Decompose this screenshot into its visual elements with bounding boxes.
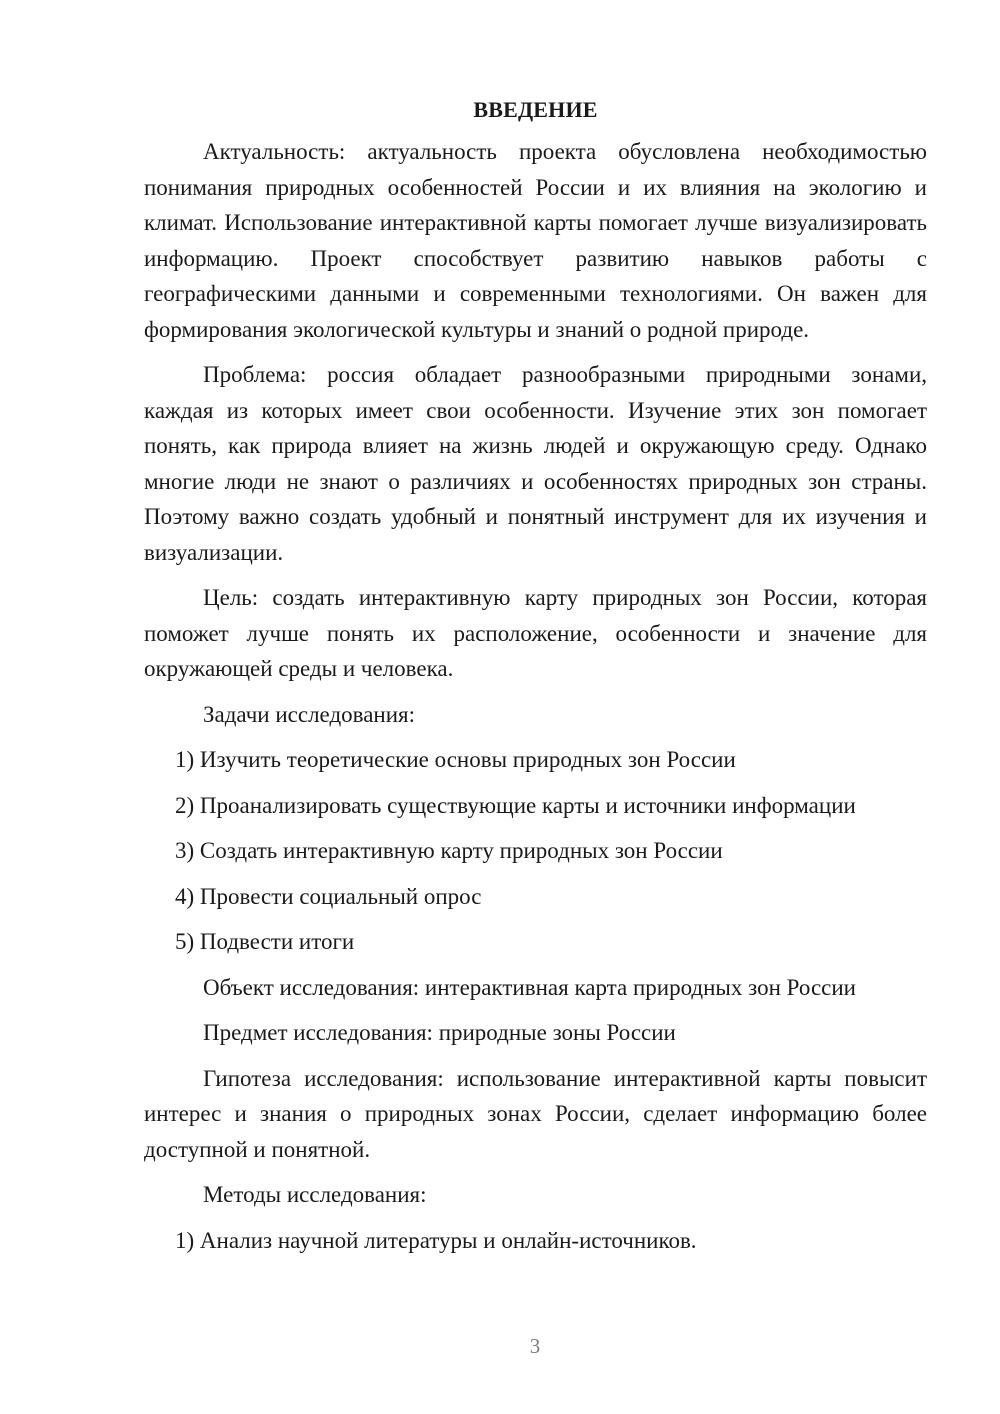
goal-paragraph: Цель: создать интерактивную карту природных зон России, которая поможет лучше понять их расположение, особенности и значение для окружающей среды и человека. <box>144 585 927 681</box>
section-title: ВВЕДЕНИЕ <box>473 97 598 122</box>
task-item-4: 4) Провести социальный опрос <box>175 883 482 909</box>
problem-paragraph: Проблема: россия обладает разнообразными природными зонами, каждая из которых имеет свои особенности. Изучение этих зон помогает понять, как природа влияет на жизнь людей и окружающую среду. Однако многие люди не знают о различиях и особенностях природных зон страны. Поэтому важно создать удобный и понятный инструмент для их изучения и визуализации. <box>144 362 927 565</box>
relevance-paragraph: Актуальность: актуальность проекта обусловлена необходимостью понимания природных особенностей России и их влияния на экологию и климат. Использование интерактивной карты помогает лучше визуализировать информацию. Проект способствует развитию навыков работы с географическими данными и современными технологиями. Он важен для формирования экологической культуры и знаний о родной природе. <box>144 139 927 342</box>
research-subject: Предмет исследования: природные зоны России <box>203 1020 676 1045</box>
task-item-5: 5) Подвести итоги <box>175 929 355 954</box>
hypothesis-paragraph: Гипотеза исследования: использование интерактивной карты повысит интерес и знания о природных зонах России, сделает информацию более доступной и понятной. <box>144 1065 927 1162</box>
tasks-heading: Задачи исследования: <box>203 701 416 727</box>
page-content <box>144 95 927 1268</box>
methods-heading: Методы исследования: <box>203 1182 427 1207</box>
task-item-3: 3) Создать интерактивную карту природных зон России <box>175 838 723 863</box>
task-item-2: 2) Проанализировать существующие карты и источники информации <box>175 792 856 818</box>
task-item-1: 1) Изучить теоретические основы природных зон России <box>175 747 736 772</box>
page-number: 3 <box>529 1334 541 1358</box>
research-object: Объект исследования: интерактивная карта природных зон России <box>203 974 856 1000</box>
method-item-1: 1) Анализ научной литературы и онлайн-источников. <box>175 1227 697 1253</box>
